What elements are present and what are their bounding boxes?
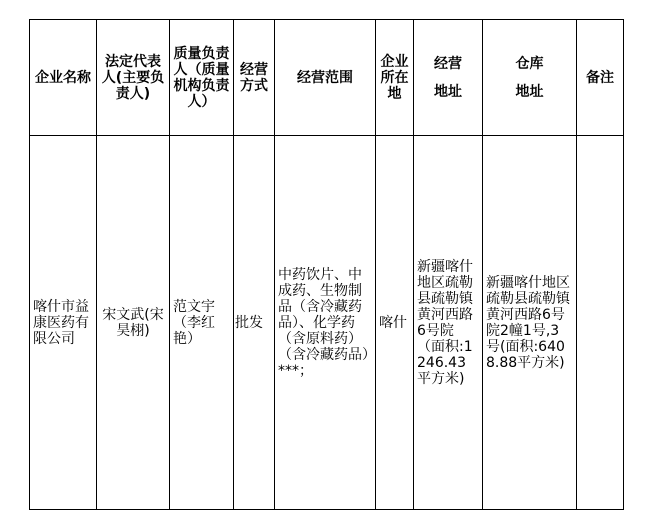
cell-quality-lead: 范文宇（李红艳） [170,136,234,510]
header-business-scope: 经营范围 [275,20,376,136]
cell-remarks [577,136,624,510]
table-row [30,136,624,510]
header-location: 企业所在地 [376,20,414,136]
header-company-name: 企业名称 [30,20,97,136]
cell-location: 喀什 [376,136,414,510]
header-row [30,20,624,136]
header-business-address [414,20,483,136]
cell-business-mode: 批发 [234,136,275,510]
cell-company-name: 喀什市益康医药有限公司 [30,136,97,510]
header-quality-lead: 质量负责人（质量机构负责人） [170,20,234,136]
header-warehouse-address-line2: 地址 [515,83,544,100]
header-business-mode: 经营方式 [234,20,275,136]
header-business-address-line2: 地址 [434,83,462,100]
header-warehouse-address-line1: 仓库 [515,55,544,72]
cell-business-scope: 中药饮片、中成药、生物制品（含冷藏药品）、化学药（含原料药）（含冷藏药品）***； [275,136,376,510]
cell-warehouse-address: 新疆喀什地区疏勒县疏勒镇黄河西路6号院2幢1号,3号(面积:6408.88平方米) [483,136,577,510]
cell-business-address: 新疆喀什地区疏勒县疏勒镇黄河西路6号院（面积:1246.43平方米) [414,136,483,510]
header-remarks: 备注 [577,20,624,136]
enterprise-table [29,19,624,510]
cell-legal-representative: 宋文武(宋昊栩) [97,136,170,510]
header-legal-representative: 法定代表人(主要负责人) [97,20,170,136]
header-business-address-line1: 经营 [434,55,462,72]
header-warehouse-address [483,20,577,136]
